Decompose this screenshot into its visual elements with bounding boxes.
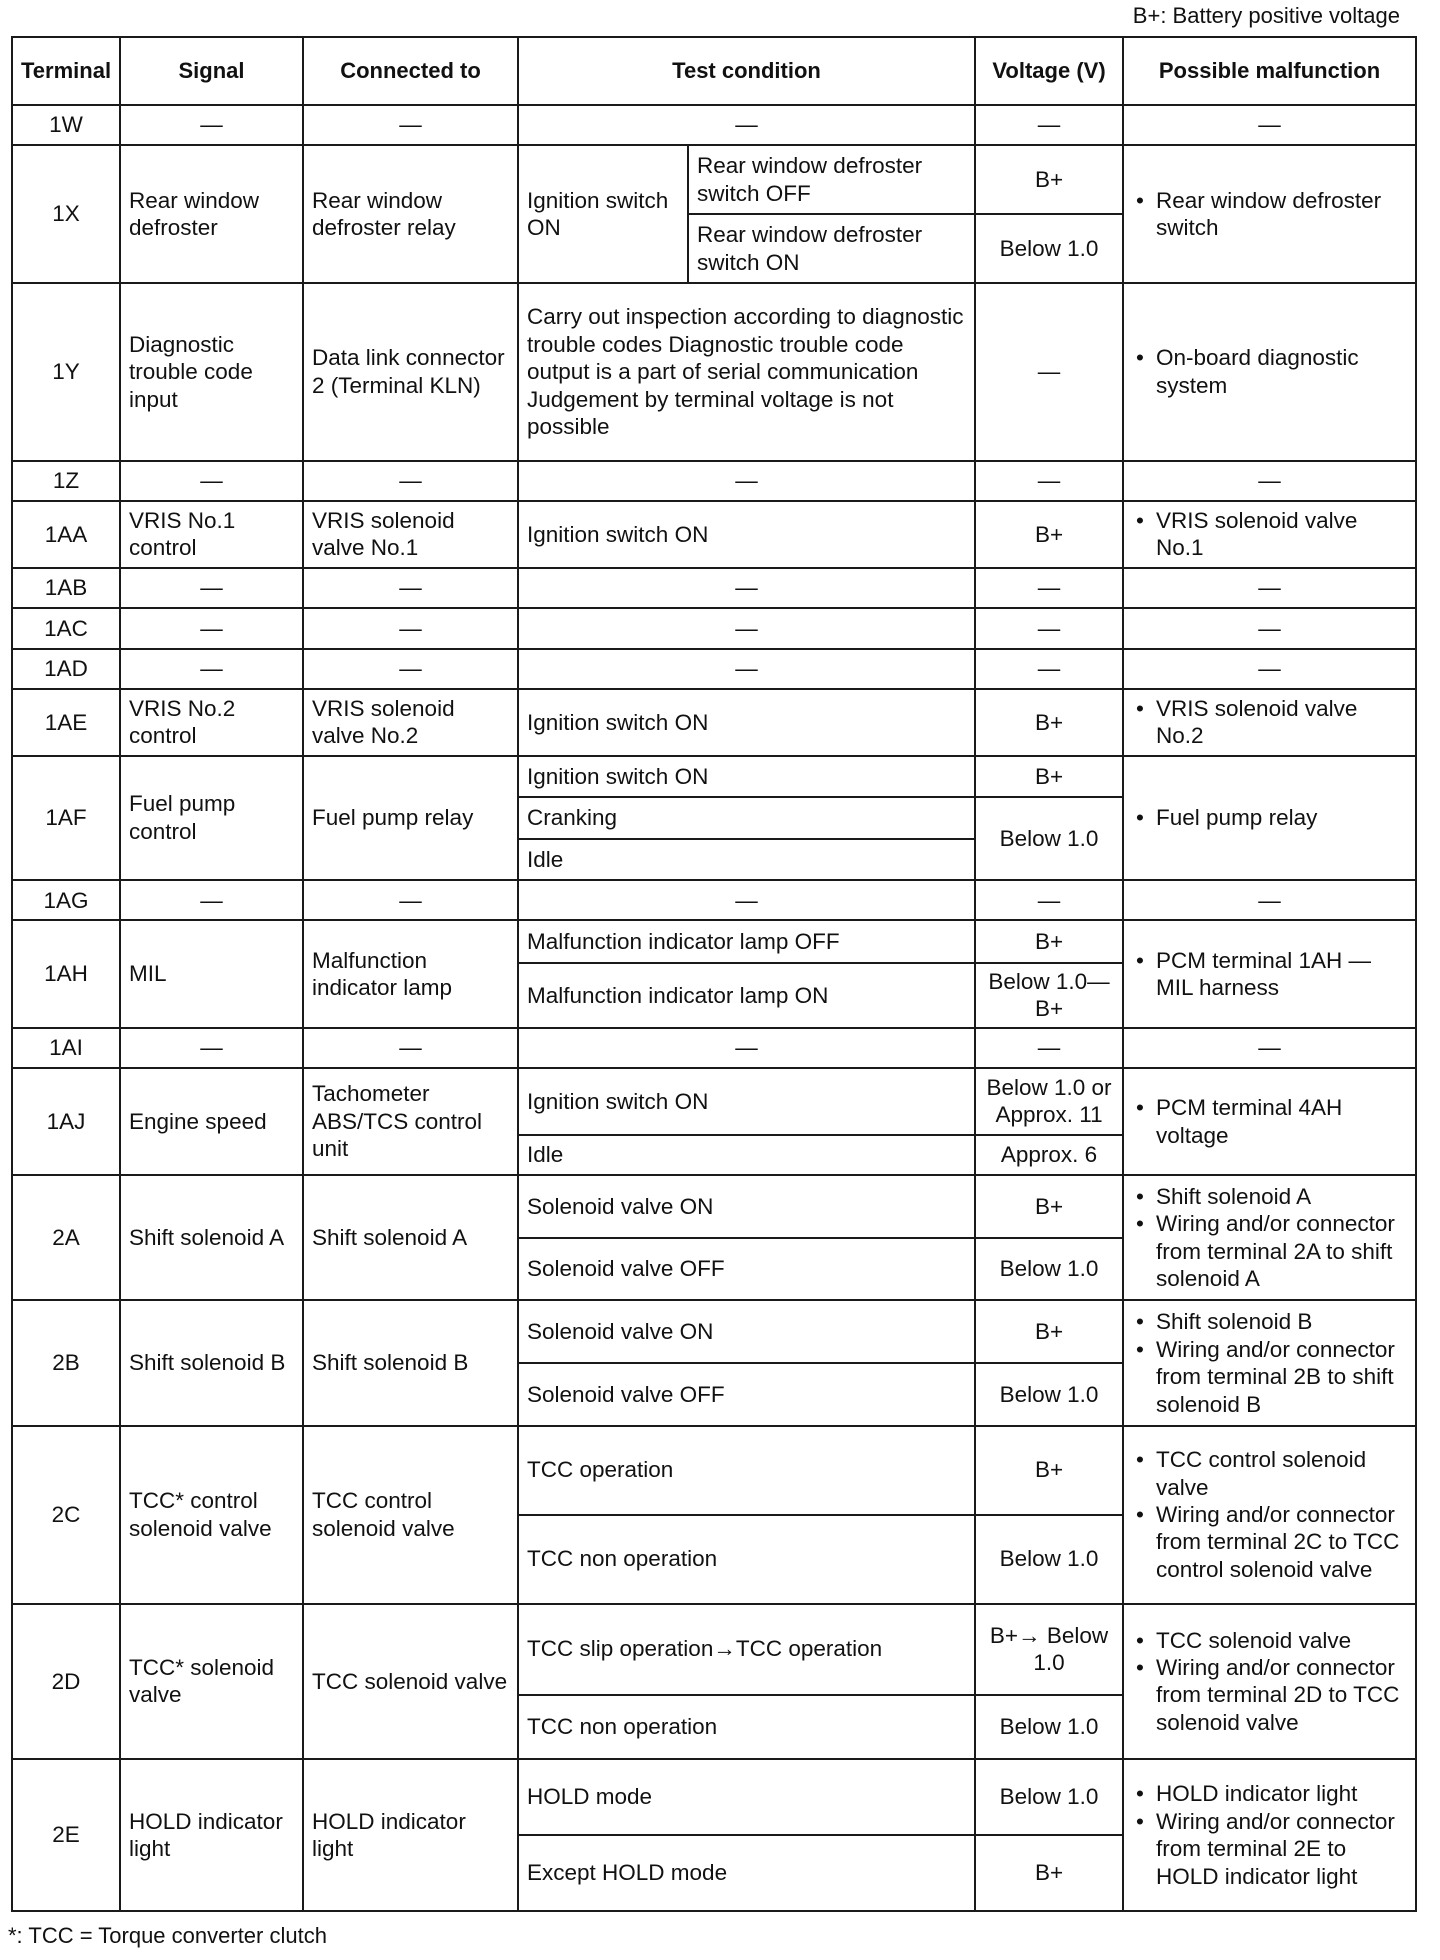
signal-cell: HOLD indicator light <box>120 1759 303 1911</box>
condition-cell: — <box>518 568 975 608</box>
header-connected-to: Connected to <box>303 37 518 105</box>
connected-cell: Fuel pump relay <box>303 756 518 880</box>
malfunction-cell: — <box>1123 105 1416 145</box>
terminal-cell: 1X <box>12 145 120 282</box>
terminal-cell: 2A <box>12 1175 120 1300</box>
voltage-cell: B+ <box>975 1175 1123 1238</box>
voltage-cell: Approx. 6 <box>975 1135 1123 1175</box>
connected-cell: — <box>303 1028 518 1068</box>
voltage-cell: — <box>975 568 1123 608</box>
condition-cell: — <box>518 1028 975 1068</box>
condition-cell: Idle <box>518 839 975 880</box>
malfunction-cell: — <box>1123 649 1416 689</box>
table-row <box>12 105 1416 145</box>
terminal-cell: 2B <box>12 1300 120 1425</box>
terminal-cell: 1AG <box>12 880 120 920</box>
terminal-cell: 2E <box>12 1759 120 1911</box>
table-row <box>12 1300 1416 1363</box>
tcc-footnote: *: TCC = Torque converter clutch <box>8 1923 327 1948</box>
voltage-cell: — <box>975 461 1123 501</box>
header-signal: Signal <box>120 37 303 105</box>
signal-cell: — <box>120 105 303 145</box>
table-row <box>12 880 1416 920</box>
condition-cell: Malfunction indicator lamp OFF <box>518 920 975 962</box>
malfunction-cell <box>1123 920 1416 1027</box>
terminal-cell: 1Z <box>12 461 120 501</box>
condition-cell: TCC operation <box>518 1426 975 1515</box>
voltage-cell: B+ <box>975 1835 1123 1911</box>
header-test-condition: Test condition <box>518 37 975 105</box>
table-row <box>12 1068 1416 1135</box>
terminal-cell: 1AF <box>12 756 120 880</box>
condition-cell: Solenoid valve ON <box>518 1300 975 1363</box>
voltage-cell: — <box>975 105 1123 145</box>
voltage-cell: — <box>975 880 1123 920</box>
signal-cell: — <box>120 461 303 501</box>
malfunction-cell <box>1123 501 1416 568</box>
malfunction-cell <box>1123 1068 1416 1175</box>
voltage-cell: B+ <box>975 920 1123 962</box>
signal-cell: Diagnostic trouble code input <box>120 283 303 461</box>
malfunction-item: • On-board diagnostic system <box>1156 344 1407 399</box>
signal-cell: TCC* control solenoid valve <box>120 1426 303 1604</box>
table-row <box>12 1175 1416 1238</box>
signal-cell: Shift solenoid B <box>120 1300 303 1425</box>
signal-cell: Engine speed <box>120 1068 303 1175</box>
header-possible-malfunction: Possible malfunction <box>1123 37 1416 105</box>
connected-cell: Shift solenoid A <box>303 1175 518 1300</box>
condition-cell: Solenoid valve OFF <box>518 1363 975 1426</box>
malfunction-cell <box>1123 145 1416 282</box>
terminal-cell: 1AH <box>12 920 120 1027</box>
signal-cell: Rear window defroster <box>120 145 303 282</box>
malfunction-item: • Wiring and/or connector from terminal 2A to shift solenoid A <box>1156 1210 1407 1292</box>
signal-cell: — <box>120 649 303 689</box>
voltage-cell: Below 1.0 <box>975 1363 1123 1426</box>
voltage-cell: B+ <box>975 1426 1123 1515</box>
condition-cell: TCC non operation <box>518 1515 975 1604</box>
voltage-cell: Below 1.0 or Approx. 11 <box>975 1068 1123 1135</box>
connected-cell: — <box>303 608 518 648</box>
terminal-cell: 1W <box>12 105 120 145</box>
condition-cell: HOLD mode <box>518 1759 975 1835</box>
condition-cell: Ignition switch ON <box>518 501 975 568</box>
condition-cell: — <box>518 461 975 501</box>
connected-cell: VRIS solenoid valve No.2 <box>303 689 518 756</box>
connected-cell: Shift solenoid B <box>303 1300 518 1425</box>
malfunction-item: • TCC solenoid valve <box>1156 1627 1407 1654</box>
voltage-cell: — <box>975 649 1123 689</box>
condition-cell: Ignition switch ON <box>518 1068 975 1135</box>
header-terminal: Terminal <box>12 37 120 105</box>
malfunction-item: • Wiring and/or connector from terminal 2D to TCC solenoid valve <box>1156 1654 1407 1736</box>
condition-cell: — <box>518 608 975 648</box>
voltage-cell: — <box>975 608 1123 648</box>
malfunction-item: • Shift solenoid A <box>1156 1183 1407 1210</box>
signal-cell: — <box>120 880 303 920</box>
table-row <box>12 568 1416 608</box>
terminal-cell: 1AA <box>12 501 120 568</box>
connected-cell: — <box>303 461 518 501</box>
table-row <box>12 1426 1416 1515</box>
terminal-cell: 2C <box>12 1426 120 1604</box>
signal-cell: VRIS No.2 control <box>120 689 303 756</box>
signal-cell: Fuel pump control <box>120 756 303 880</box>
condition-cell: Carry out inspection according to diagnostic trouble codes Diagnostic trouble code output is a part of serial communication Judgement by terminal voltage is not possible <box>518 283 975 461</box>
connected-cell: — <box>303 880 518 920</box>
table-row <box>12 689 1416 756</box>
table-row <box>12 756 1416 797</box>
voltage-cell: B+→ Below 1.0 <box>975 1604 1123 1695</box>
table-row <box>12 1028 1416 1068</box>
voltage-cell: — <box>975 283 1123 461</box>
voltage-cell: Below 1.0 <box>975 1695 1123 1760</box>
condition-cell: Malfunction indicator lamp ON <box>518 963 975 1028</box>
malfunction-item: • Rear window defroster switch <box>1156 187 1407 242</box>
malfunction-cell <box>1123 1175 1416 1300</box>
malfunction-cell <box>1123 283 1416 461</box>
signal-cell: TCC* solenoid valve <box>120 1604 303 1760</box>
connected-cell: VRIS solenoid valve No.1 <box>303 501 518 568</box>
malfunction-item: • Fuel pump relay <box>1156 804 1407 831</box>
malfunction-cell: — <box>1123 880 1416 920</box>
signal-cell: — <box>120 568 303 608</box>
malfunction-item: • HOLD indicator light <box>1156 1780 1407 1807</box>
terminal-cell: 1AD <box>12 649 120 689</box>
voltage-cell: Below 1.0 <box>975 1759 1123 1835</box>
table-row <box>12 608 1416 648</box>
malfunction-cell <box>1123 1300 1416 1425</box>
voltage-cell: Below 1.0 <box>975 797 1123 880</box>
connected-cell: HOLD indicator light <box>303 1759 518 1911</box>
condition-cell: Ignition switch ON <box>518 689 975 756</box>
voltage-cell: Below 1.0 <box>975 214 1123 283</box>
table-row <box>12 920 1416 962</box>
condition-cell: — <box>518 880 975 920</box>
sub-condition-cell: Rear window defroster switch OFF <box>688 145 975 214</box>
malfunction-cell <box>1123 689 1416 756</box>
terminal-cell: 1AI <box>12 1028 120 1068</box>
condition-cell: TCC slip operation→TCC operation <box>518 1604 975 1695</box>
signal-cell: — <box>120 608 303 648</box>
terminal-cell: 1AE <box>12 689 120 756</box>
header-voltage: Voltage (V) <box>975 37 1123 105</box>
malfunction-cell: — <box>1123 568 1416 608</box>
voltage-cell: B+ <box>975 145 1123 214</box>
signal-cell: VRIS No.1 control <box>120 501 303 568</box>
voltage-cell: B+ <box>975 689 1123 756</box>
malfunction-item: • PCM terminal 1AH — MIL harness <box>1156 947 1407 1002</box>
malfunction-cell <box>1123 1604 1416 1760</box>
voltage-cell: — <box>975 1028 1123 1068</box>
sub-condition-cell: Rear window defroster switch ON <box>688 214 975 283</box>
connected-cell: Tachometer ABS/TCS control unit <box>303 1068 518 1175</box>
malfunction-item: • VRIS solenoid valve No.1 <box>1156 507 1407 562</box>
connected-cell: Malfunction indicator lamp <box>303 920 518 1027</box>
malfunction-cell <box>1123 756 1416 880</box>
condition-cell: Except HOLD mode <box>518 1835 975 1911</box>
table-row <box>12 649 1416 689</box>
table-row <box>12 501 1416 568</box>
malfunction-cell: — <box>1123 608 1416 648</box>
terminal-cell: 1AB <box>12 568 120 608</box>
malfunction-item: • Wiring and/or connector from terminal 2E to HOLD indicator light <box>1156 1808 1407 1890</box>
header-row <box>12 37 1416 105</box>
malfunction-cell: — <box>1123 461 1416 501</box>
signal-cell: — <box>120 1028 303 1068</box>
condition-cell: TCC non operation <box>518 1695 975 1760</box>
pcm-terminal-table <box>11 36 1417 1912</box>
voltage-cell: B+ <box>975 756 1123 797</box>
connected-cell: — <box>303 649 518 689</box>
malfunction-item: • Wiring and/or connector from terminal 2C to TCC control solenoid valve <box>1156 1501 1407 1583</box>
malfunction-cell <box>1123 1759 1416 1911</box>
terminal-cell: 1AC <box>12 608 120 648</box>
malfunction-item: • Wiring and/or connector from terminal 2B to shift solenoid B <box>1156 1336 1407 1418</box>
connected-cell: Rear window defroster relay <box>303 145 518 282</box>
condition-cell: Solenoid valve OFF <box>518 1238 975 1301</box>
voltage-cell: Below 1.0 <box>975 1238 1123 1301</box>
connected-cell: — <box>303 568 518 608</box>
terminal-cell: 1AJ <box>12 1068 120 1175</box>
malfunction-cell <box>1123 1426 1416 1604</box>
table-row <box>12 1759 1416 1835</box>
malfunction-item: • Shift solenoid B <box>1156 1308 1407 1335</box>
terminal-cell: 2D <box>12 1604 120 1760</box>
voltage-cell: B+ <box>975 501 1123 568</box>
voltage-cell: Below 1.0 <box>975 1515 1123 1604</box>
condition-cell: Solenoid valve ON <box>518 1175 975 1238</box>
malfunction-item: • TCC control solenoid valve <box>1156 1446 1407 1501</box>
condition-cell: Cranking <box>518 797 975 838</box>
condition-cell: Idle <box>518 1135 975 1175</box>
malfunction-item: • PCM terminal 4AH voltage <box>1156 1094 1407 1149</box>
condition-cell: Ignition switch ON <box>518 756 975 797</box>
condition-cell: — <box>518 649 975 689</box>
battery-voltage-note: B+: Battery positive voltage <box>1132 3 1400 28</box>
voltage-cell: B+ <box>975 1300 1123 1363</box>
table-row <box>12 283 1416 461</box>
table-row <box>12 461 1416 501</box>
connected-cell: TCC control solenoid valve <box>303 1426 518 1604</box>
malfunction-item: • VRIS solenoid valve No.2 <box>1156 695 1407 750</box>
table-row <box>12 145 1416 214</box>
condition-cell: — <box>518 105 975 145</box>
voltage-cell: Below 1.0—B+ <box>975 963 1123 1028</box>
signal-cell: Shift solenoid A <box>120 1175 303 1300</box>
table-row <box>12 1604 1416 1695</box>
terminal-cell: 1Y <box>12 283 120 461</box>
malfunction-cell: — <box>1123 1028 1416 1068</box>
connected-cell: Data link connector 2 (Terminal KLN) <box>303 283 518 461</box>
connected-cell: — <box>303 105 518 145</box>
signal-cell: MIL <box>120 920 303 1027</box>
condition-cell: Ignition switch ON <box>518 145 688 282</box>
connected-cell: TCC solenoid valve <box>303 1604 518 1760</box>
